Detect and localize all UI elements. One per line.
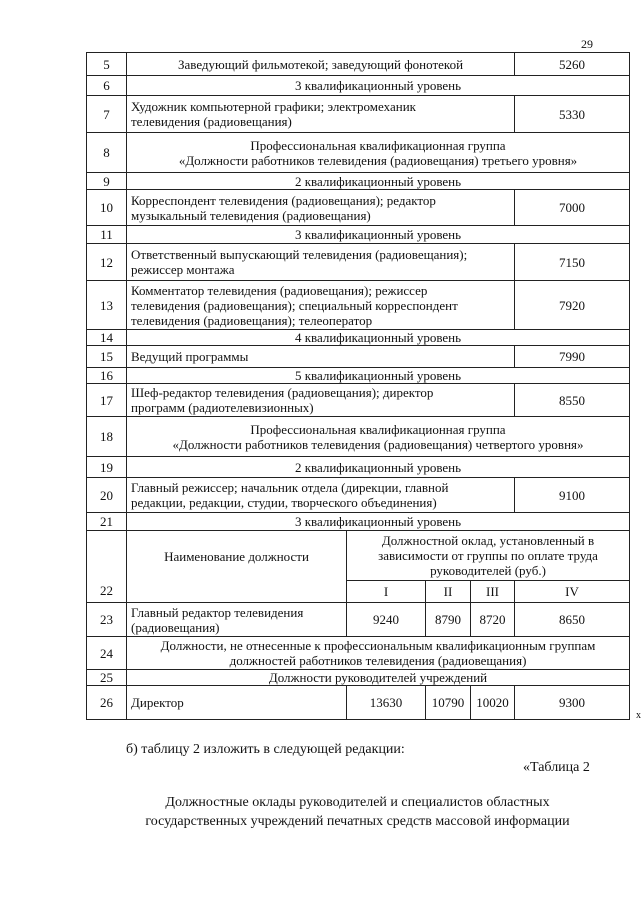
heading-line: государственных учреждений печатных средств массовой информации [145, 814, 570, 829]
salary-value: 7000 [515, 190, 630, 226]
table-row [87, 670, 630, 686]
name-line: программ (радиотелевизионных) [131, 400, 314, 415]
qualification-group [127, 133, 630, 173]
salary-value: 10790 [426, 686, 471, 720]
salary-value: 7990 [515, 346, 630, 368]
name-line: Комментатор телевидения (радиовещания); режиссер [131, 282, 428, 298]
header-line: зависимости от группы по оплате труда [378, 548, 598, 563]
row-number: 10 [87, 190, 127, 226]
salary-value: 9240 [347, 603, 426, 637]
position-name [127, 478, 515, 513]
qualification-level: 3 квалификационный уровень [127, 226, 630, 244]
table-row [87, 96, 630, 133]
table-row [87, 190, 630, 226]
row-number: 6 [87, 76, 127, 96]
position-name: Заведующий фильмотекой; заведующий фонотекой [127, 53, 515, 76]
table-row [87, 226, 630, 244]
salary-value: 8650 [515, 603, 630, 637]
column-header-salary [347, 531, 630, 581]
position-name: Директор [127, 686, 347, 720]
name-line: (радиовещания) [131, 619, 220, 635]
row-number: 22 [87, 531, 127, 603]
salary-value: 5330 [515, 96, 630, 133]
qualification-group [127, 637, 630, 670]
name-line: Художник компьютерной графики; электромеханик [131, 99, 416, 114]
salary-table [86, 52, 630, 720]
name-line: Шеф-редактор телевидения (радиовещания); директор [131, 385, 434, 400]
row-number: 12 [87, 244, 127, 281]
name-line: музыкальный телевидения (радиовещания) [131, 207, 371, 223]
table-row [87, 478, 630, 513]
row-number: 19 [87, 457, 127, 478]
row-number: 11 [87, 226, 127, 244]
table-row [87, 53, 630, 76]
name-line: Ответственный выпускающий телевидения (радиовещания); [131, 247, 468, 262]
row-number: 13 [87, 281, 127, 330]
header-line: Должностной оклад, установленный в [381, 533, 595, 548]
table-row [87, 637, 630, 670]
table-heading [86, 793, 629, 831]
row-number: 23 [87, 603, 127, 637]
heading-line: Должностные оклады руководителей и специалистов областных [165, 795, 550, 810]
group-header-iii: III [471, 581, 515, 603]
table-row [87, 346, 630, 368]
row-number: 20 [87, 478, 127, 513]
table-row [87, 281, 630, 330]
salary-value: 10020 [471, 686, 515, 720]
position-name [127, 244, 515, 281]
position-name [127, 384, 515, 417]
row-number: 24 [87, 637, 127, 670]
row-number: 16 [87, 368, 127, 384]
row-number: 7 [87, 96, 127, 133]
table-row [87, 244, 630, 281]
name-line: телевидения (радиовещания) [131, 114, 292, 129]
group-line: должностей работников телевидения (радиовещания) [229, 653, 527, 668]
position-name [127, 96, 515, 133]
row-number: 8 [87, 133, 127, 173]
page-number: 29 [581, 37, 593, 51]
row-number: 17 [87, 384, 127, 417]
salary-value: 9100 [515, 478, 630, 513]
group-header-i: I [347, 581, 426, 603]
qualification-level: 3 квалификационный уровень [127, 76, 630, 96]
qualification-level: 2 квалификационный уровень [127, 173, 630, 190]
group-line: «Должности работников телевидения (радиовещания) четвертого уровня» [172, 436, 584, 452]
name-line: телевидения (радиовещания); специальный корреспондент [131, 297, 458, 313]
table-row [87, 686, 630, 720]
table-row [87, 513, 630, 531]
qualification-group [127, 417, 630, 457]
row-number: 15 [87, 346, 127, 368]
table-label: «Таблица 2 [523, 760, 590, 775]
group-line: Должности, не отнесенные к профессиональным квалификационным группам [160, 638, 596, 653]
name-line: режиссер монтажа [131, 262, 235, 277]
row-number: 9 [87, 173, 127, 190]
table-row [87, 384, 630, 417]
salary-value: 8550 [515, 384, 630, 417]
table-row [87, 368, 630, 384]
group-header-iv: IV [515, 581, 630, 603]
table-row [87, 603, 630, 637]
table-row [87, 531, 630, 581]
row-number: 5 [87, 53, 127, 76]
table-row [87, 417, 630, 457]
group-line: «Должности работников телевидения (радиовещания) третьего уровня» [178, 152, 578, 168]
header-line: руководителей (руб.) [430, 563, 546, 578]
salary-value: 7920 [515, 281, 630, 330]
row-number: 21 [87, 513, 127, 531]
table-row [87, 133, 630, 173]
salary-value: 9300 [515, 686, 630, 720]
column-header-name: Наименование должности [127, 531, 347, 603]
table-row [87, 457, 630, 478]
name-line: Главный редактор телевидения [131, 604, 304, 620]
salary-value: 8720 [471, 603, 515, 637]
group-header-ii: II [426, 581, 471, 603]
row-number: 25 [87, 670, 127, 686]
salary-value: 13630 [347, 686, 426, 720]
table-row [87, 76, 630, 96]
salary-value: 8790 [426, 603, 471, 637]
section-heading: Должности руководителей учреждений [127, 670, 630, 686]
amendment-paragraph: б) таблицу 2 изложить в следующей редакции: [126, 742, 405, 757]
group-line: Профессиональная квалификационная группа [250, 421, 506, 437]
position-name [127, 190, 515, 226]
name-line: Главный режиссер; начальник отдела (дирекции, главной [131, 480, 449, 495]
table-row [87, 173, 630, 190]
group-line: Профессиональная квалификационная группа [250, 137, 506, 153]
qualification-level: 2 квалификационный уровень [127, 457, 630, 478]
table-row [87, 330, 630, 346]
position-name [127, 281, 515, 330]
qualification-level: 3 квалификационный уровень [127, 513, 630, 531]
position-name [127, 603, 347, 637]
stray-mark: x [636, 710, 641, 721]
row-number: 26 [87, 686, 127, 720]
row-number: 14 [87, 330, 127, 346]
qualification-level: 5 квалификационный уровень [127, 368, 630, 384]
name-line: телевидения (радиовещания); телеоператор [131, 312, 373, 328]
salary-value: 5260 [515, 53, 630, 76]
row-number: 18 [87, 417, 127, 457]
qualification-level: 4 квалификационный уровень [127, 330, 630, 346]
name-line: редакции, редакции, студии, творческого объединения) [131, 495, 437, 510]
salary-value: 7150 [515, 244, 630, 281]
position-name: Ведущий программы [127, 346, 515, 368]
name-line: Корреспондент телевидения (радиовещания); редактор [131, 192, 436, 208]
